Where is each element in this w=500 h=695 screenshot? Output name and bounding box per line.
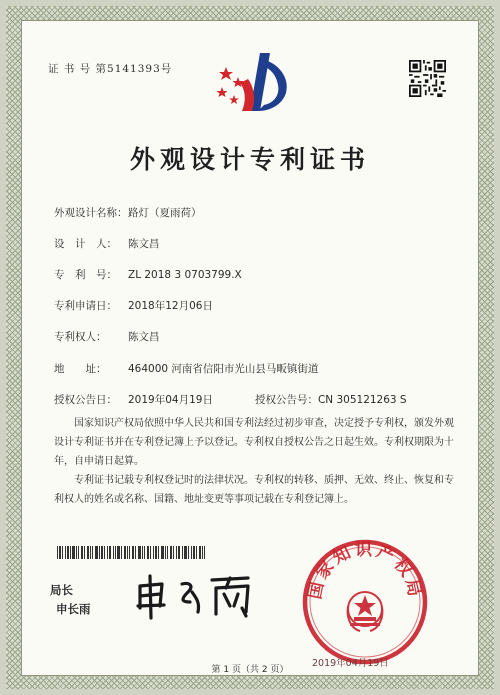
seal-text: 国家知识产权局 [305, 540, 425, 602]
field-label: 专 利 号： [54, 269, 117, 281]
legal-paragraph-1: 国家知识产权局依照中华人民共和国专利法经过初步审查，决定授予专利权，颁发外观设计专利证书并在专利登记簿上予以登记。专利权自授权公告之日起生效。专利权期限为十年，自申请日起算。 [54, 418, 454, 467]
seal-date: 2019年04月19日 [312, 658, 389, 669]
field-value: 464000 河南省信阳市光山县马畈镇街道 [128, 363, 319, 375]
certificate-title: 外观设计专利证书 [129, 145, 370, 174]
signer-title: 局长 [50, 583, 73, 597]
field-value: ZL 2018 3 0703799.X [128, 269, 242, 281]
field-label: 专利申请日： [54, 300, 117, 312]
certificate-number: 证 书 号 第5141393号 [48, 63, 173, 75]
field-application-date [54, 298, 213, 313]
field-grant-date [54, 392, 407, 407]
barcode-icon [57, 546, 205, 559]
field-patent-number [54, 267, 242, 282]
field-designer [54, 236, 160, 251]
field-label: 专利权人： [54, 331, 107, 343]
legal-paragraph-2: 专利证书记载专利权登记时的法律状况。专利权的转移、质押、无效、终止、恢复和专利权人的姓名或名称、国籍、地址变更等事项记载在专利登记簿上。 [54, 475, 454, 505]
field-label: 地 址： [54, 363, 107, 375]
page-number: 第 1 页（共 2 页） [211, 665, 289, 675]
field-value: 路灯（夏雨荷） [128, 207, 202, 219]
field-address [54, 361, 318, 376]
field-label: 设 计 人： [54, 238, 117, 250]
handwritten-signature [130, 572, 270, 622]
field-value: 陈文昌 [128, 331, 160, 343]
field-value: 陈文昌 [128, 238, 160, 250]
field-label: 授权公告日： [54, 394, 117, 406]
field-design-name [54, 205, 202, 220]
official-seal [300, 537, 430, 667]
field-patentee [54, 329, 160, 344]
field-value: 2019年04月19日 授权公告号：CN 305121263 S [128, 394, 407, 406]
qr-code-icon [409, 60, 446, 97]
signer-name: 申长雨 [56, 602, 91, 616]
cnipa-logo-icon [212, 49, 296, 115]
field-label: 外观设计名称： [54, 207, 128, 219]
field-value: 2018年12月06日 [128, 300, 213, 312]
